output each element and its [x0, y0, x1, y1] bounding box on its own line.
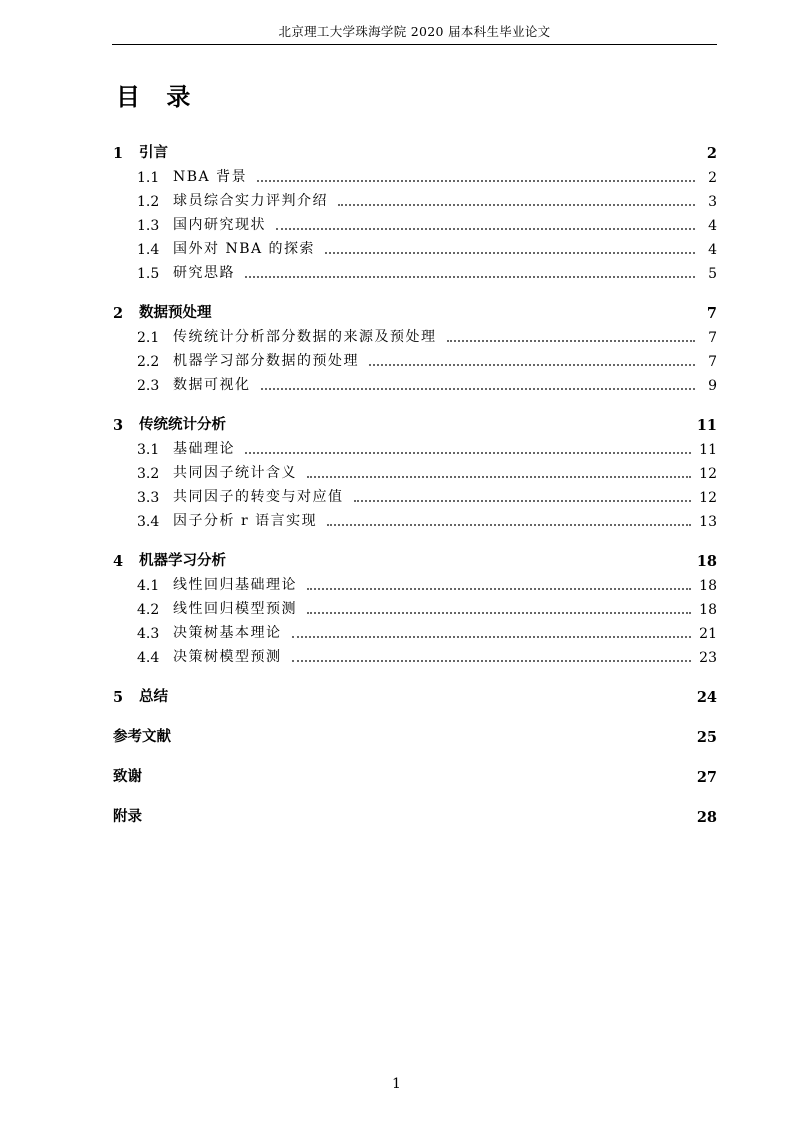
section-number: 4.4 [137, 650, 160, 666]
section-title: 机器学习部分数据的预处理 [173, 353, 359, 369]
toc-section-1-4[interactable] [113, 238, 717, 258]
section-page: 7 [708, 354, 717, 370]
section-title: 数据可视化 [173, 377, 251, 393]
section-title: 传统统计分析部分数据的来源及预处理 [173, 329, 437, 345]
chapter-title: 参考文献 [113, 728, 171, 745]
section-number: 1.1 [137, 170, 160, 186]
toc-section-4-3[interactable] [113, 622, 717, 642]
toc-section-1-3[interactable] [113, 214, 717, 234]
toc-section-4-2[interactable] [113, 598, 717, 618]
chapter-title: 机器学习分析 [139, 552, 226, 569]
section-title: 线性回归模型预测 [173, 601, 297, 617]
section-title: NBA 背景 [173, 169, 248, 185]
section-title: 共同因子统计含义 [173, 465, 297, 481]
dot-leader [447, 340, 696, 342]
toc-chapter-1[interactable] [113, 142, 717, 162]
dot-leader [245, 276, 695, 278]
toc-section-3-3[interactable] [113, 486, 717, 506]
section-page: 9 [708, 378, 717, 394]
section-title: 决策树基本理论 [173, 625, 282, 641]
chapter-number: 5 [113, 689, 124, 706]
chapter-page: 18 [696, 553, 717, 570]
section-number: 1.2 [137, 194, 160, 210]
dot-leader [338, 204, 695, 206]
section-page: 12 [699, 466, 717, 482]
dot-leader [292, 660, 692, 662]
header-rule [112, 44, 717, 45]
chapter-page: 11 [696, 417, 717, 434]
chapter-title: 总结 [139, 688, 168, 705]
section-number: 1.4 [137, 242, 160, 258]
section-number: 1.5 [137, 266, 160, 282]
toc-section-1-5[interactable] [113, 262, 717, 282]
section-title: 因子分析 r 语言实现 [173, 513, 318, 529]
toc-references[interactable] [113, 726, 717, 746]
toc-chapter-4[interactable] [113, 550, 717, 570]
chapter-page: 27 [696, 769, 717, 786]
toc-appendix[interactable] [113, 806, 717, 826]
section-page: 23 [699, 650, 717, 666]
chapter-number: 4 [113, 553, 124, 570]
chapter-page: 28 [696, 809, 717, 826]
chapter-title: 引言 [139, 144, 168, 161]
section-title: 决策树模型预测 [173, 649, 282, 665]
page-number: 1 [392, 1076, 401, 1092]
chapter-number: 1 [113, 145, 124, 162]
section-number: 2.1 [137, 330, 160, 346]
toc-chapter-2[interactable] [113, 302, 717, 322]
toc-section-2-1[interactable] [113, 326, 717, 346]
section-page: 4 [708, 218, 717, 234]
toc-section-2-3[interactable] [113, 374, 717, 394]
toc-section-3-2[interactable] [113, 462, 717, 482]
section-number: 3.2 [137, 466, 160, 482]
section-number: 2.2 [137, 354, 160, 370]
chapter-page: 25 [696, 729, 717, 746]
toc-title: 目 录 [116, 83, 192, 111]
toc-section-2-2[interactable] [113, 350, 717, 370]
dot-leader [327, 524, 691, 526]
section-page: 4 [708, 242, 717, 258]
dot-leader [354, 500, 692, 502]
toc-section-1-1[interactable] [113, 166, 717, 186]
section-title: 研究思路 [173, 265, 235, 281]
toc-chapter-5[interactable] [113, 686, 717, 706]
dot-leader [292, 636, 692, 638]
dot-leader [307, 476, 691, 478]
toc-section-4-4[interactable] [113, 646, 717, 666]
section-page: 11 [699, 442, 717, 458]
chapter-title: 数据预处理 [139, 304, 212, 321]
section-title: 国内研究现状 [173, 217, 266, 233]
section-number: 4.1 [137, 578, 160, 594]
chapter-title: 传统统计分析 [139, 416, 226, 433]
dot-leader [307, 588, 691, 590]
section-page: 21 [699, 626, 717, 642]
section-title: 共同因子的转变与对应值 [173, 489, 344, 505]
section-page: 5 [708, 266, 717, 282]
section-page: 12 [699, 490, 717, 506]
section-number: 1.3 [137, 218, 160, 234]
section-number: 3.4 [137, 514, 160, 530]
section-title: 线性回归基础理论 [173, 577, 297, 593]
section-title: 球员综合实力评判介绍 [173, 193, 328, 209]
running-header: 北京理工大学珠海学院 2020 届本科生毕业论文 [278, 24, 551, 39]
section-page: 7 [708, 330, 717, 346]
chapter-page: 7 [706, 305, 717, 322]
dot-leader [257, 180, 695, 182]
dot-leader [261, 388, 696, 390]
chapter-title: 附录 [113, 808, 142, 825]
toc-section-4-1[interactable] [113, 574, 717, 594]
section-number: 3.1 [137, 442, 160, 458]
toc-section-3-1[interactable] [113, 438, 717, 458]
section-number: 2.3 [137, 378, 160, 394]
section-number: 4.3 [137, 626, 160, 642]
section-page: 2 [708, 170, 717, 186]
section-title: 国外对 NBA 的探索 [173, 241, 316, 257]
section-page: 3 [708, 194, 717, 210]
chapter-number: 3 [113, 417, 124, 434]
chapter-page: 24 [696, 689, 717, 706]
toc-acknowledgements[interactable] [113, 766, 717, 786]
dot-leader [276, 228, 695, 230]
toc-section-1-2[interactable] [113, 190, 717, 210]
dot-leader [307, 612, 691, 614]
section-page: 18 [699, 578, 717, 594]
section-number: 4.2 [137, 602, 160, 618]
section-number: 3.3 [137, 490, 160, 506]
section-title: 基础理论 [173, 441, 235, 457]
dot-leader [245, 452, 691, 454]
chapter-number: 2 [113, 305, 124, 322]
dot-leader [325, 252, 695, 254]
chapter-title: 致谢 [113, 768, 142, 785]
toc-section-3-4[interactable] [113, 510, 717, 530]
dot-leader [369, 364, 695, 366]
section-page: 13 [699, 514, 717, 530]
section-page: 18 [699, 602, 717, 618]
chapter-page: 2 [706, 145, 717, 162]
toc-chapter-3[interactable] [113, 414, 717, 434]
